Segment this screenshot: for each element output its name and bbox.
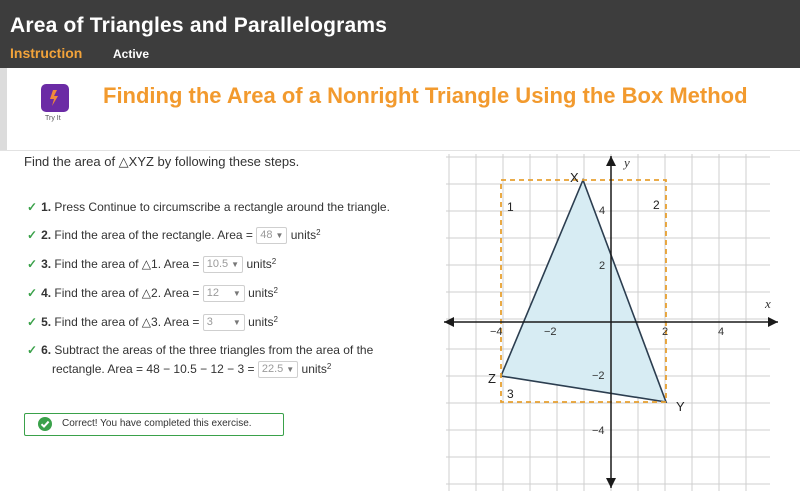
course-title: Area of Triangles and Parallelograms [10,14,388,37]
step-text: Find the area of △2. Area = [54,286,200,300]
x-tick-label: 2 [662,326,669,338]
step-number: 1. [41,200,52,214]
vertex-x-label: X [570,170,579,185]
y-tick-label: −2 [592,370,605,382]
select-value: 48 [260,229,273,242]
step-5 [27,313,278,332]
feedback-text: Correct! You have completed this exercise. [62,418,252,429]
unit-label: units [301,362,327,376]
check-icon: ✓ [27,228,38,242]
intro-text: Find the area of △XYZ by following these steps. [24,154,300,169]
triangle-1-area-select[interactable] [203,256,243,273]
tab-instruction[interactable]: Instruction [10,45,83,61]
triangle-xyz [501,180,669,402]
step-2 [27,226,321,245]
vertex-y-label: Y [676,399,685,414]
region-2-label: 2 [653,198,660,212]
chevron-down-icon: ▼ [232,289,241,299]
region-1-label: 1 [507,200,514,214]
unit-exponent: 2 [273,286,278,295]
side-handle [0,68,7,150]
x-axis-right-arrow [768,317,778,327]
y-axis-down-arrow [606,478,616,488]
x-tick-label: −2 [544,326,557,338]
unit-exponent: 2 [273,315,278,324]
coordinate-graph [440,150,800,491]
select-value: 3 [206,316,213,329]
final-area-select[interactable] [258,361,298,378]
chevron-down-icon: ▼ [275,231,284,241]
check-icon: ✓ [27,286,38,300]
vertex-z-label: Z [488,371,496,386]
app-header [0,0,800,68]
x-tick-label: 4 [718,326,725,338]
unit-label: units [248,286,274,300]
tab-active[interactable]: Active [113,47,150,61]
step-6-line-2 [52,360,331,379]
check-icon: ✓ [27,257,38,271]
unit-label: units [290,228,317,242]
check-icon: ✓ [27,200,38,214]
unit-label: units [246,257,272,271]
lesson-title: Finding the Area of a Nonright Triangle Using the Box Method [103,83,748,108]
unit-exponent: 2 [271,257,277,266]
check-icon: ✓ [27,343,38,357]
step-text: Find the area of △3. Area = [54,315,200,329]
step-text: Press Continue to circumscribe a rectangle around the triangle. [54,200,390,214]
unit-exponent: 2 [316,228,321,237]
step-1 [27,198,390,217]
step-3 [27,255,276,274]
y-tick-label: −4 [592,425,605,437]
chevron-down-icon: ▼ [286,365,295,375]
unit-exponent: 2 [326,362,332,371]
try-it-label: Try It [45,115,61,122]
chevron-down-icon: ▼ [232,318,241,328]
region-3-label: 3 [507,387,514,401]
step-text: Find the area of the rectangle. Area = [54,228,253,242]
triangle-2-area-select[interactable] [203,285,245,302]
step-number: 2. [41,228,52,242]
feedback-box [24,413,284,436]
step-text: Find the area of △1. Area = [54,257,200,271]
step-number: 6. [41,343,52,357]
select-value: 10.5 [206,258,229,271]
step-text-continued: rectangle. Area = 48 − 10.5 − 12 − 3 = [52,362,255,376]
step-text: Subtract the areas of the three triangles from the area of the [54,343,374,357]
step-number: 5. [41,315,52,329]
select-value: 12 [206,287,219,300]
chevron-down-icon: ▼ [231,260,240,270]
x-tick-label: −4 [490,326,503,338]
triangle-3-area-select[interactable] [203,314,245,331]
unit-label: units [248,315,274,329]
step-4 [27,284,278,303]
check-icon: ✓ [27,315,38,329]
y-axis-label: y [624,155,630,170]
select-value: 22.5 [261,363,284,376]
rectangle-area-select[interactable] [256,227,287,244]
y-tick-label: 4 [599,205,606,217]
step-number: 3. [41,257,52,271]
x-axis-label: x [765,296,771,311]
step-6 [27,341,373,360]
try-it-icon [41,84,69,112]
checkmark-icon [38,417,52,431]
y-tick-label: 2 [599,260,606,272]
step-number: 4. [41,286,52,300]
